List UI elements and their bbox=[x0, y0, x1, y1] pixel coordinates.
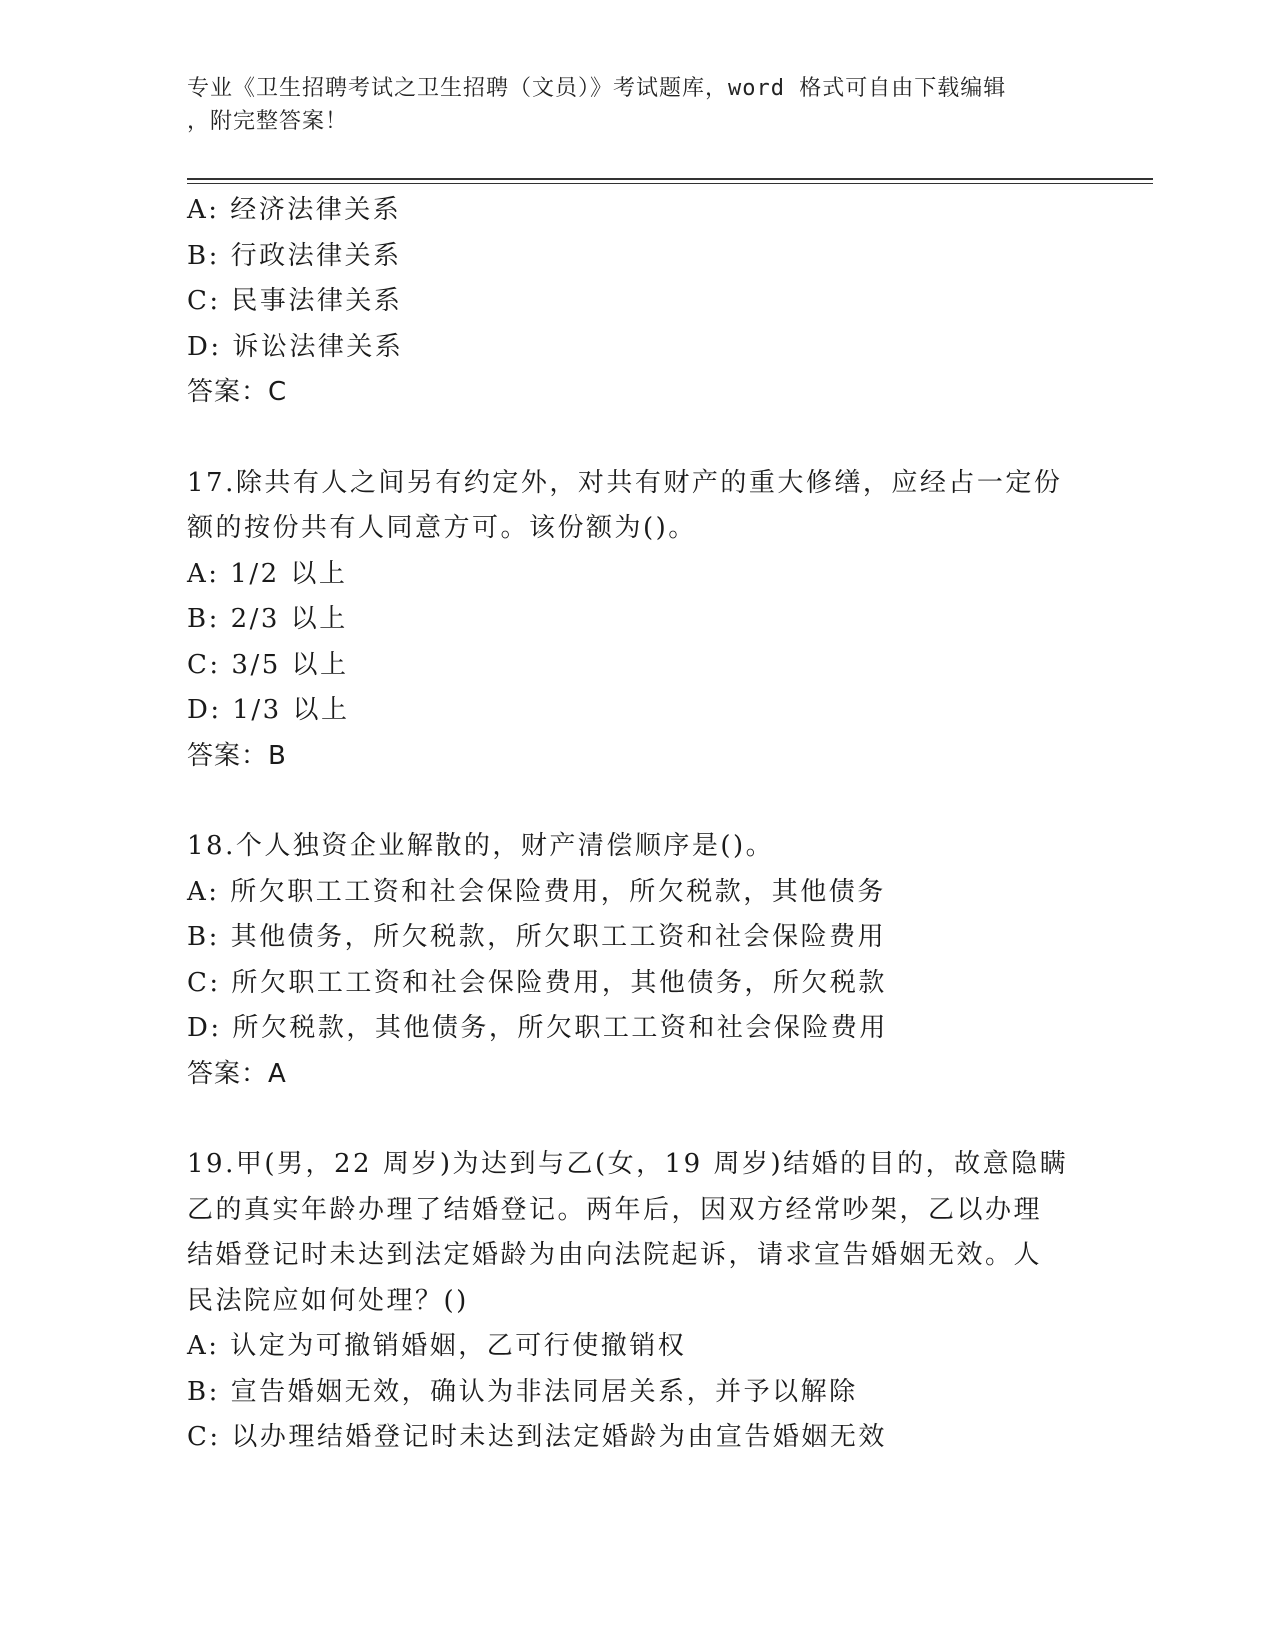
option-d: D: 1/3 以上 bbox=[187, 695, 350, 725]
question-text-line: 民法院应如何处理？() bbox=[187, 1285, 469, 1316]
option-b: B: 2/3 以上 bbox=[187, 604, 348, 634]
option-d: D: 诉讼法律关系 bbox=[187, 331, 404, 362]
option-d: D: 所欠税款，其他债务，所欠职工工资和社会保险费用 bbox=[187, 1013, 888, 1043]
answer: 答案：A bbox=[187, 1058, 287, 1089]
question-text-line: 额的按份共有人同意方可。该份额为()。 bbox=[187, 513, 697, 543]
option-a: A: 认定为可撤销婚姻，乙可行使撤销权 bbox=[187, 1331, 687, 1361]
question-text-line: 19.甲(男，22 周岁)为达到与乙(女，19 周岁)结婚的目的，故意隐瞒 bbox=[187, 1149, 1069, 1179]
option-b: B: 其他债务，所欠税款，所欠职工工资和社会保险费用 bbox=[187, 922, 887, 952]
option-c: C: 3/5 以上 bbox=[187, 649, 349, 680]
question-list bbox=[187, 188, 1087, 1461]
option-b: B: 行政法律关系 bbox=[187, 240, 402, 271]
answer: 答案：C bbox=[187, 377, 288, 407]
document-header bbox=[187, 72, 1087, 138]
option-b: B: 宣告婚姻无效，确认为非法同居关系，并予以解除 bbox=[187, 1376, 858, 1407]
option-a: A: 所欠职工工资和社会保险费用，所欠税款，其他债务 bbox=[187, 876, 886, 907]
option-c: C: 所欠职工工资和社会保险费用，其他债务，所欠税款 bbox=[187, 967, 887, 998]
question-17 bbox=[187, 461, 1087, 780]
header-divider bbox=[187, 178, 1153, 184]
question-text-line: 17.除共有人之间另有约定外，对共有财产的重大修缮，应经占一定份 bbox=[187, 467, 1063, 498]
question-text-line: 结婚登记时未达到法定婚龄为由向法院起诉，请求宣告婚姻无效。人 bbox=[187, 1240, 1043, 1270]
question-16 bbox=[187, 188, 1087, 416]
header-line-1: 专业《卫生招聘考试之卫生招聘（文员）》考试题库，word 格式可自由下载编辑 bbox=[187, 76, 1007, 101]
option-c: C: 以办理结婚登记时未达到法定婚龄为由宣告婚姻无效 bbox=[187, 1422, 887, 1452]
answer: 答案：B bbox=[187, 740, 287, 771]
question-19 bbox=[187, 1142, 1087, 1461]
option-a: A: 1/2 以上 bbox=[187, 558, 348, 589]
question-18 bbox=[187, 824, 1087, 1097]
option-c: C: 民事法律关系 bbox=[187, 286, 403, 316]
question-text-line: 18.个人独资企业解散的，财产清偿顺序是()。 bbox=[187, 831, 775, 861]
question-text-line: 乙的真实年龄办理了结婚登记。两年后，因双方经常吵架，乙以办理 bbox=[187, 1194, 1043, 1225]
header-line-2: ，附完整答案！ bbox=[187, 109, 349, 134]
option-a: A: 经济法律关系 bbox=[187, 195, 402, 225]
